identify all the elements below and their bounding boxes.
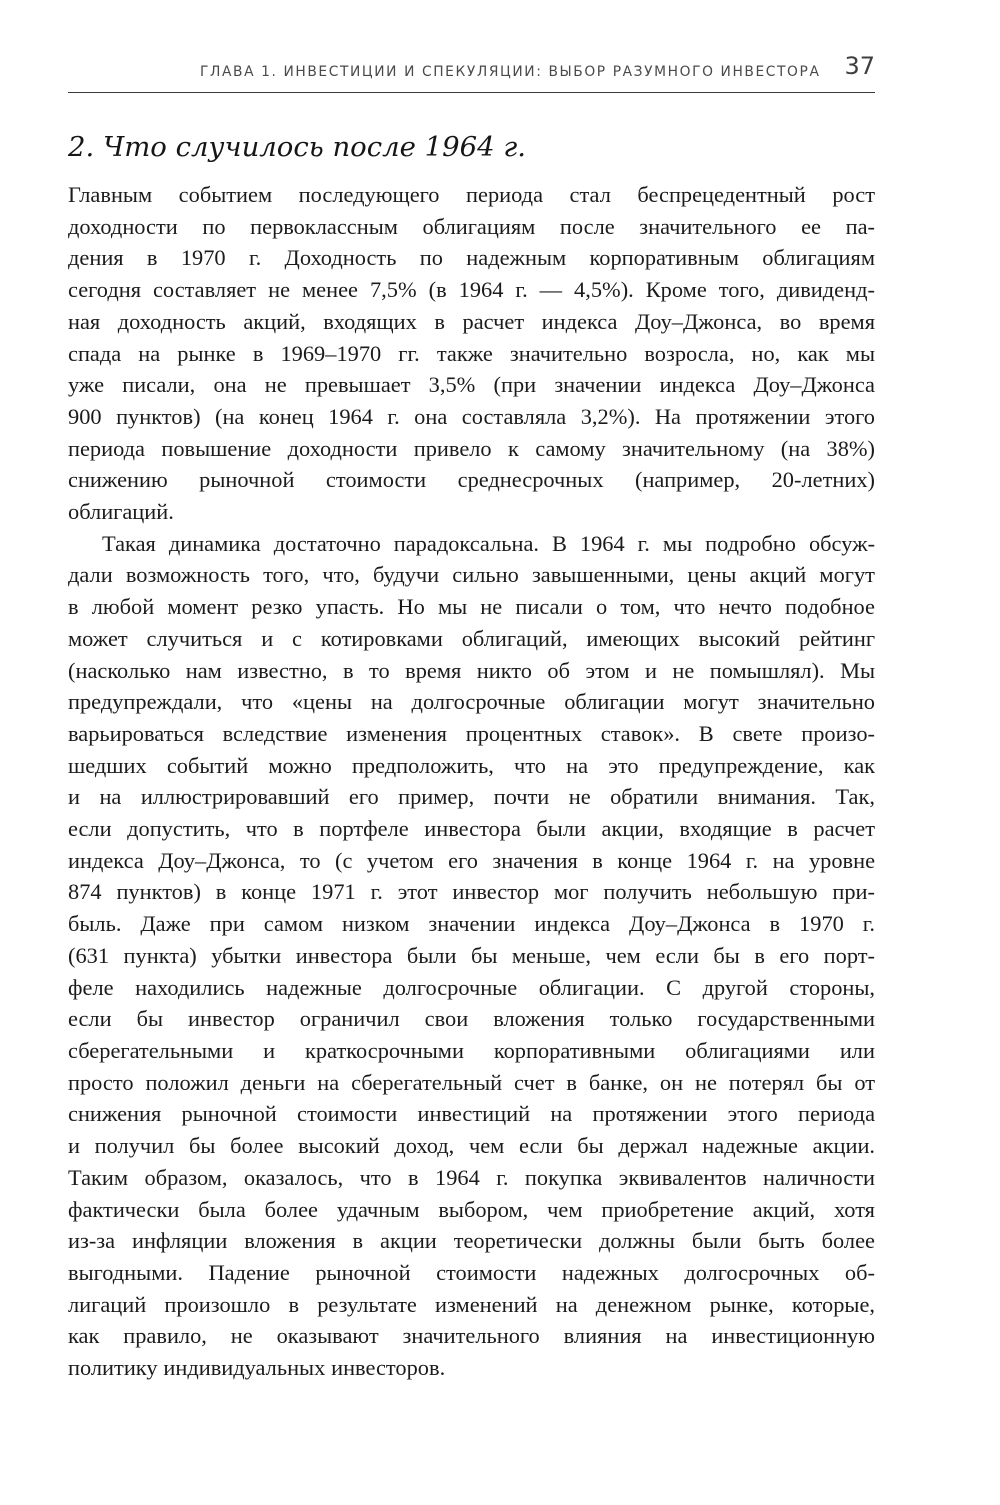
text-line: политику индивидуальных инвесторов. (68, 1355, 446, 1381)
text-line: выгодными. Падение рыночной стоимости надежных долгосрочных об- (68, 1259, 875, 1285)
text-line: снижению рыночной стоимости среднесрочных (например, 20-летних) (68, 467, 875, 493)
text-line: лигаций произошло в результате изменений на денежном рынке, которые, (68, 1291, 875, 1317)
text-line: (631 пункта) убытки инвестора были бы меньше, чем если бы в его порт- (68, 942, 875, 968)
text-line: варьироваться вследствие изменения процентных ставок». В свете произо- (68, 720, 875, 746)
text-line: сберегательными и краткосрочными корпоративными облигациями или (68, 1037, 875, 1063)
text-line: феле находились надежные долгосрочные облигации. С другой стороны, (68, 974, 876, 1000)
text-line: сегодня составляет не менее 7,5% (в 1964 г. — 4,5%). Кроме того, дивиденд- (68, 277, 875, 303)
chapter-running-title: ГЛАВА 1. ИНВЕСТИЦИИ И СПЕКУЛЯЦИИ: ВЫБОР РАЗУМНОГО ИНВЕСТОРА (200, 64, 821, 80)
running-header (68, 48, 875, 93)
text-line: в любой момент резко упасть. Но мы не писали о том, что нечто подобное (68, 594, 875, 620)
text-line: уже писали, она не превышает 3,5% (при значении индекса Доу–Джонса (68, 372, 875, 398)
text-line: индекса Доу–Джонса, то (с учетом его значения в конце 1964 г. на уровне (68, 847, 876, 873)
text-line: шедших событий можно предположить, что на это предупреждение, как (68, 752, 876, 778)
paragraph-2 (68, 528, 875, 1384)
text-line: периода повышение доходности привело к самому значительному (на 38%) (68, 435, 875, 461)
text-line: Таким образом, оказалось, что в 1964 г. покупка эквивалентов наличности (68, 1164, 875, 1190)
text-line: дения в 1970 г. Доходность по надежным корпоративным облигациям (68, 245, 875, 271)
text-line: спада на рынке в 1969–1970 гг. также значительно возросла, но, как мы (68, 340, 875, 366)
text-line: как правило, не оказывают значительного влияния на инвестиционную (68, 1323, 875, 1349)
text-line: 900 пунктов) (на конец 1964 г. она составляла 3,2%). На протяжении этого (68, 403, 875, 429)
text-line: просто положил деньги на сберегательный счет в банке, он не потерял бы от (68, 1069, 876, 1095)
text-line: и получил бы более высокий доход, чем если бы держал надежные акции. (68, 1133, 876, 1159)
body-text (68, 179, 875, 1384)
text-line: может случиться и с котировками облигаций, имеющих высокий рейтинг (68, 625, 875, 651)
paragraph-1 (68, 179, 875, 528)
text-line: снижения рыночной стоимости инвестиций на протяжении этого периода (68, 1101, 876, 1127)
text-line: 874 пунктов) в конце 1971 г. этот инвестор мог получить небольшую при- (68, 879, 875, 905)
text-line: Такая динамика достаточно парадоксальна. В 1964 г. мы подробно обсуж- (102, 530, 876, 556)
text-line: из-за инфляции вложения в акции теоретически должны были быть более (68, 1228, 875, 1254)
text-line: и на иллюстрировавший его пример, почти не обратили внимания. Так, (68, 784, 875, 810)
text-line: облигаций. (68, 499, 174, 525)
text-line: доходности по первоклассным облигациям после значительного ее па- (68, 213, 875, 239)
text-line: (насколько нам известно, в то время никто об этом и не помышлял). Мы (68, 657, 876, 683)
text-line: фактически была более удачным выбором, чем приобретение акций, хотя (68, 1196, 875, 1222)
text-line: если бы инвестор ограничил свои вложения только государственными (68, 1006, 875, 1032)
text-line: ная доходность акций, входящих в расчет индекса Доу–Джонса, во время (68, 308, 876, 334)
text-line: Главным событием последующего периода стал беспрецедентный рост (68, 182, 876, 207)
page-number: 37 (844, 52, 875, 80)
text-line: если допустить, что в портфеле инвестора были акции, входящие в расчет (68, 816, 875, 842)
text-line: предупреждали, что «цены на долгосрочные облигации могут значительно (68, 689, 876, 715)
section-heading: 2. Что случилось после 1964 г. (68, 131, 527, 163)
text-line: быль. Даже при самом низком значении индекса Доу–Джонса в 1970 г. (68, 911, 876, 937)
text-line: дали возможность того, что, будучи сильно завышенными, цены акций могут (68, 562, 875, 588)
